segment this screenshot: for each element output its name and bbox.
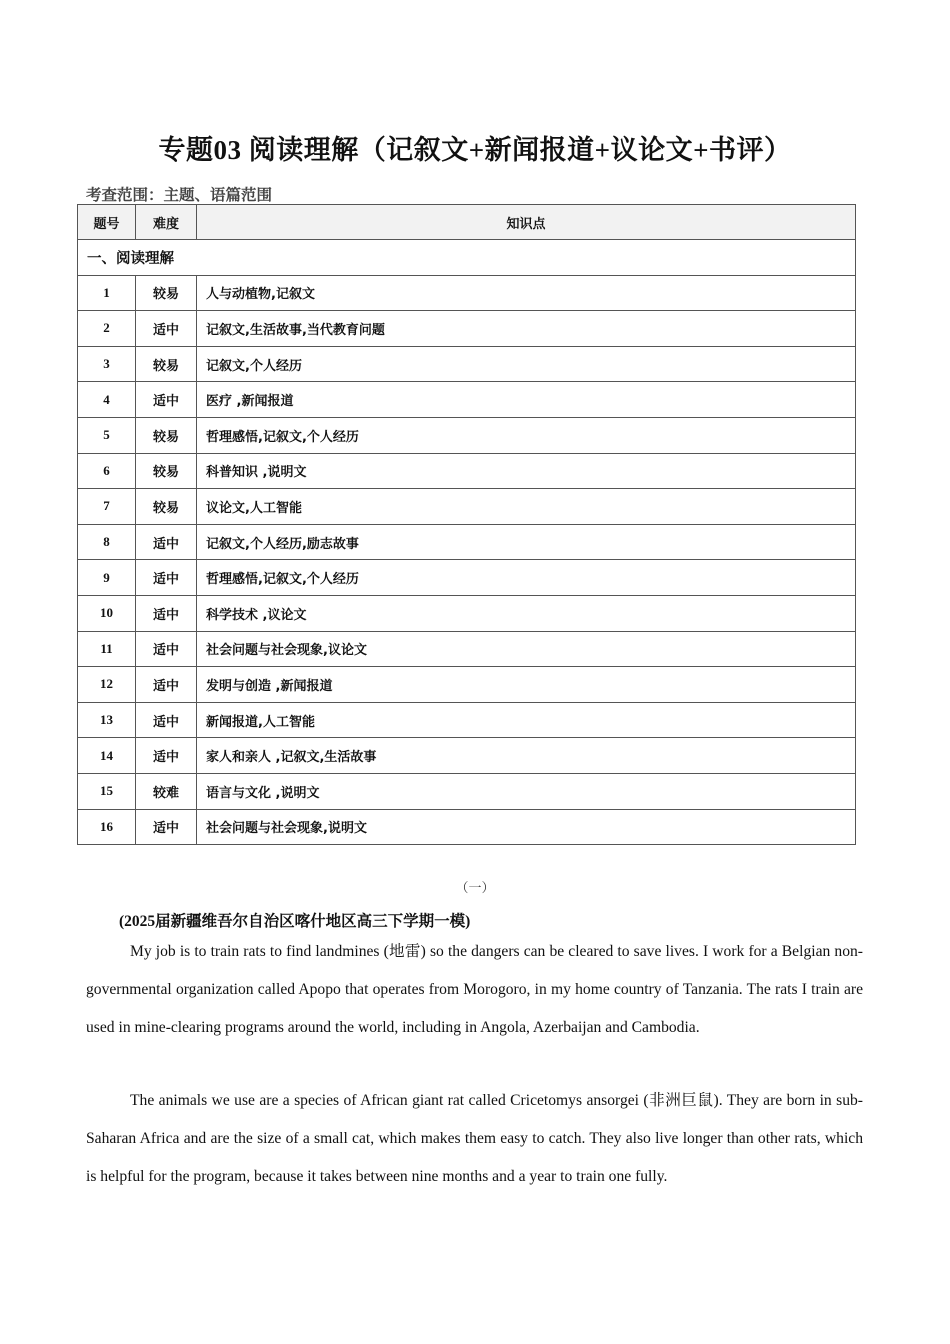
row-topic: 新闻报道,人工智能 xyxy=(197,702,856,738)
row-difficulty: 较易 xyxy=(136,453,197,489)
row-number: 9 xyxy=(78,560,136,596)
row-number: 3 xyxy=(78,346,136,382)
row-topic: 社会问题与社会现象,议论文 xyxy=(197,631,856,667)
row-topic: 科普知识 ,说明文 xyxy=(197,453,856,489)
row-number: 15 xyxy=(78,773,136,809)
passage-source: (2025届新疆维吾尔自治区喀什地区高三下学期一模) xyxy=(119,913,471,930)
row-number: 4 xyxy=(78,382,136,418)
row-topic: 哲理感悟,记叙文,个人经历 xyxy=(197,560,856,596)
row-number: 6 xyxy=(78,453,136,489)
row-topic: 家人和亲人 ,记叙文,生活故事 xyxy=(197,738,856,774)
row-number: 5 xyxy=(78,417,136,453)
row-topic: 科学技术 ,议论文 xyxy=(197,595,856,631)
row-difficulty: 较难 xyxy=(136,773,197,809)
row-number: 12 xyxy=(78,667,136,703)
row-number: 10 xyxy=(78,595,136,631)
row-topic: 人与动植物,记叙文 xyxy=(197,275,856,311)
section-row xyxy=(78,240,856,276)
row-difficulty: 适中 xyxy=(136,311,197,347)
page-title: 专题03 阅读理解（记叙文+新闻报道+议论文+书评） xyxy=(158,135,792,165)
row-number: 8 xyxy=(78,524,136,560)
row-topic: 议论文,人工智能 xyxy=(197,489,856,525)
row-number: 16 xyxy=(78,809,136,845)
row-difficulty: 适中 xyxy=(136,667,197,703)
table-row xyxy=(78,346,856,382)
row-topic: 医疗 ,新闻报道 xyxy=(197,382,856,418)
table-row xyxy=(78,702,856,738)
part-number: （一） xyxy=(455,880,495,895)
row-topic: 记叙文,生活故事,当代教育问题 xyxy=(197,311,856,347)
row-difficulty: 较易 xyxy=(136,346,197,382)
row-difficulty: 适中 xyxy=(136,738,197,774)
table-row xyxy=(78,560,856,596)
table-row xyxy=(78,417,856,453)
row-difficulty: 较易 xyxy=(136,417,197,453)
passage-paragraph-2: The animals we use are a species of African giant rat called Cricetomys ansorgei (非洲巨鼠). They are born in sub-Saharan Africa and are the size of a small cat, which makes them easy to catch. They also live longer than other rats, which is helpful for the program, because it takes between nine months and a year to train one fully. xyxy=(86,1092,863,1185)
table-row xyxy=(78,809,856,845)
row-difficulty: 适中 xyxy=(136,702,197,738)
row-number: 11 xyxy=(78,631,136,667)
table-row xyxy=(78,773,856,809)
row-difficulty: 较易 xyxy=(136,275,197,311)
header-knowledge: 知识点 xyxy=(197,205,856,240)
table-header-row xyxy=(78,205,856,240)
row-difficulty: 适中 xyxy=(136,382,197,418)
table-row xyxy=(78,382,856,418)
row-number: 7 xyxy=(78,489,136,525)
table-row xyxy=(78,631,856,667)
table-row xyxy=(78,275,856,311)
row-topic: 发明与创造 ,新闻报道 xyxy=(197,667,856,703)
row-topic: 记叙文,个人经历 xyxy=(197,346,856,382)
row-topic: 记叙文,个人经历,励志故事 xyxy=(197,524,856,560)
row-number: 2 xyxy=(78,311,136,347)
table-row xyxy=(78,667,856,703)
row-difficulty: 适中 xyxy=(136,809,197,845)
row-difficulty: 适中 xyxy=(136,631,197,667)
table-row xyxy=(78,453,856,489)
row-number: 1 xyxy=(78,275,136,311)
knowledge-table xyxy=(77,204,856,845)
row-difficulty: 适中 xyxy=(136,560,197,596)
row-topic: 哲理感悟,记叙文,个人经历 xyxy=(197,417,856,453)
passage-paragraph-1: My job is to train rats to find landmines (地雷) so the dangers can be cleared to save lives. I work for a Belgian non-governmental organization called Apopo that operates from Morogoro, in my home country of Tanzania. The rats I train are used in mine-clearing programs around the world, including in Angola, Azerbaijan and Cambodia. xyxy=(86,943,863,1036)
table-row xyxy=(78,738,856,774)
row-topic: 语言与文化 ,说明文 xyxy=(197,773,856,809)
exam-scope: 考查范围：主题、语篇范围 xyxy=(86,186,273,204)
row-difficulty: 较易 xyxy=(136,489,197,525)
table-row xyxy=(78,524,856,560)
table-row xyxy=(78,311,856,347)
section-label: 一、阅读理解 xyxy=(78,240,856,276)
row-topic: 社会问题与社会现象,说明文 xyxy=(197,809,856,845)
row-number: 13 xyxy=(78,702,136,738)
header-difficulty: 难度 xyxy=(136,205,197,240)
table-row xyxy=(78,595,856,631)
row-difficulty: 适中 xyxy=(136,595,197,631)
row-difficulty: 适中 xyxy=(136,524,197,560)
table-row xyxy=(78,489,856,525)
row-number: 14 xyxy=(78,738,136,774)
header-number: 题号 xyxy=(78,205,136,240)
